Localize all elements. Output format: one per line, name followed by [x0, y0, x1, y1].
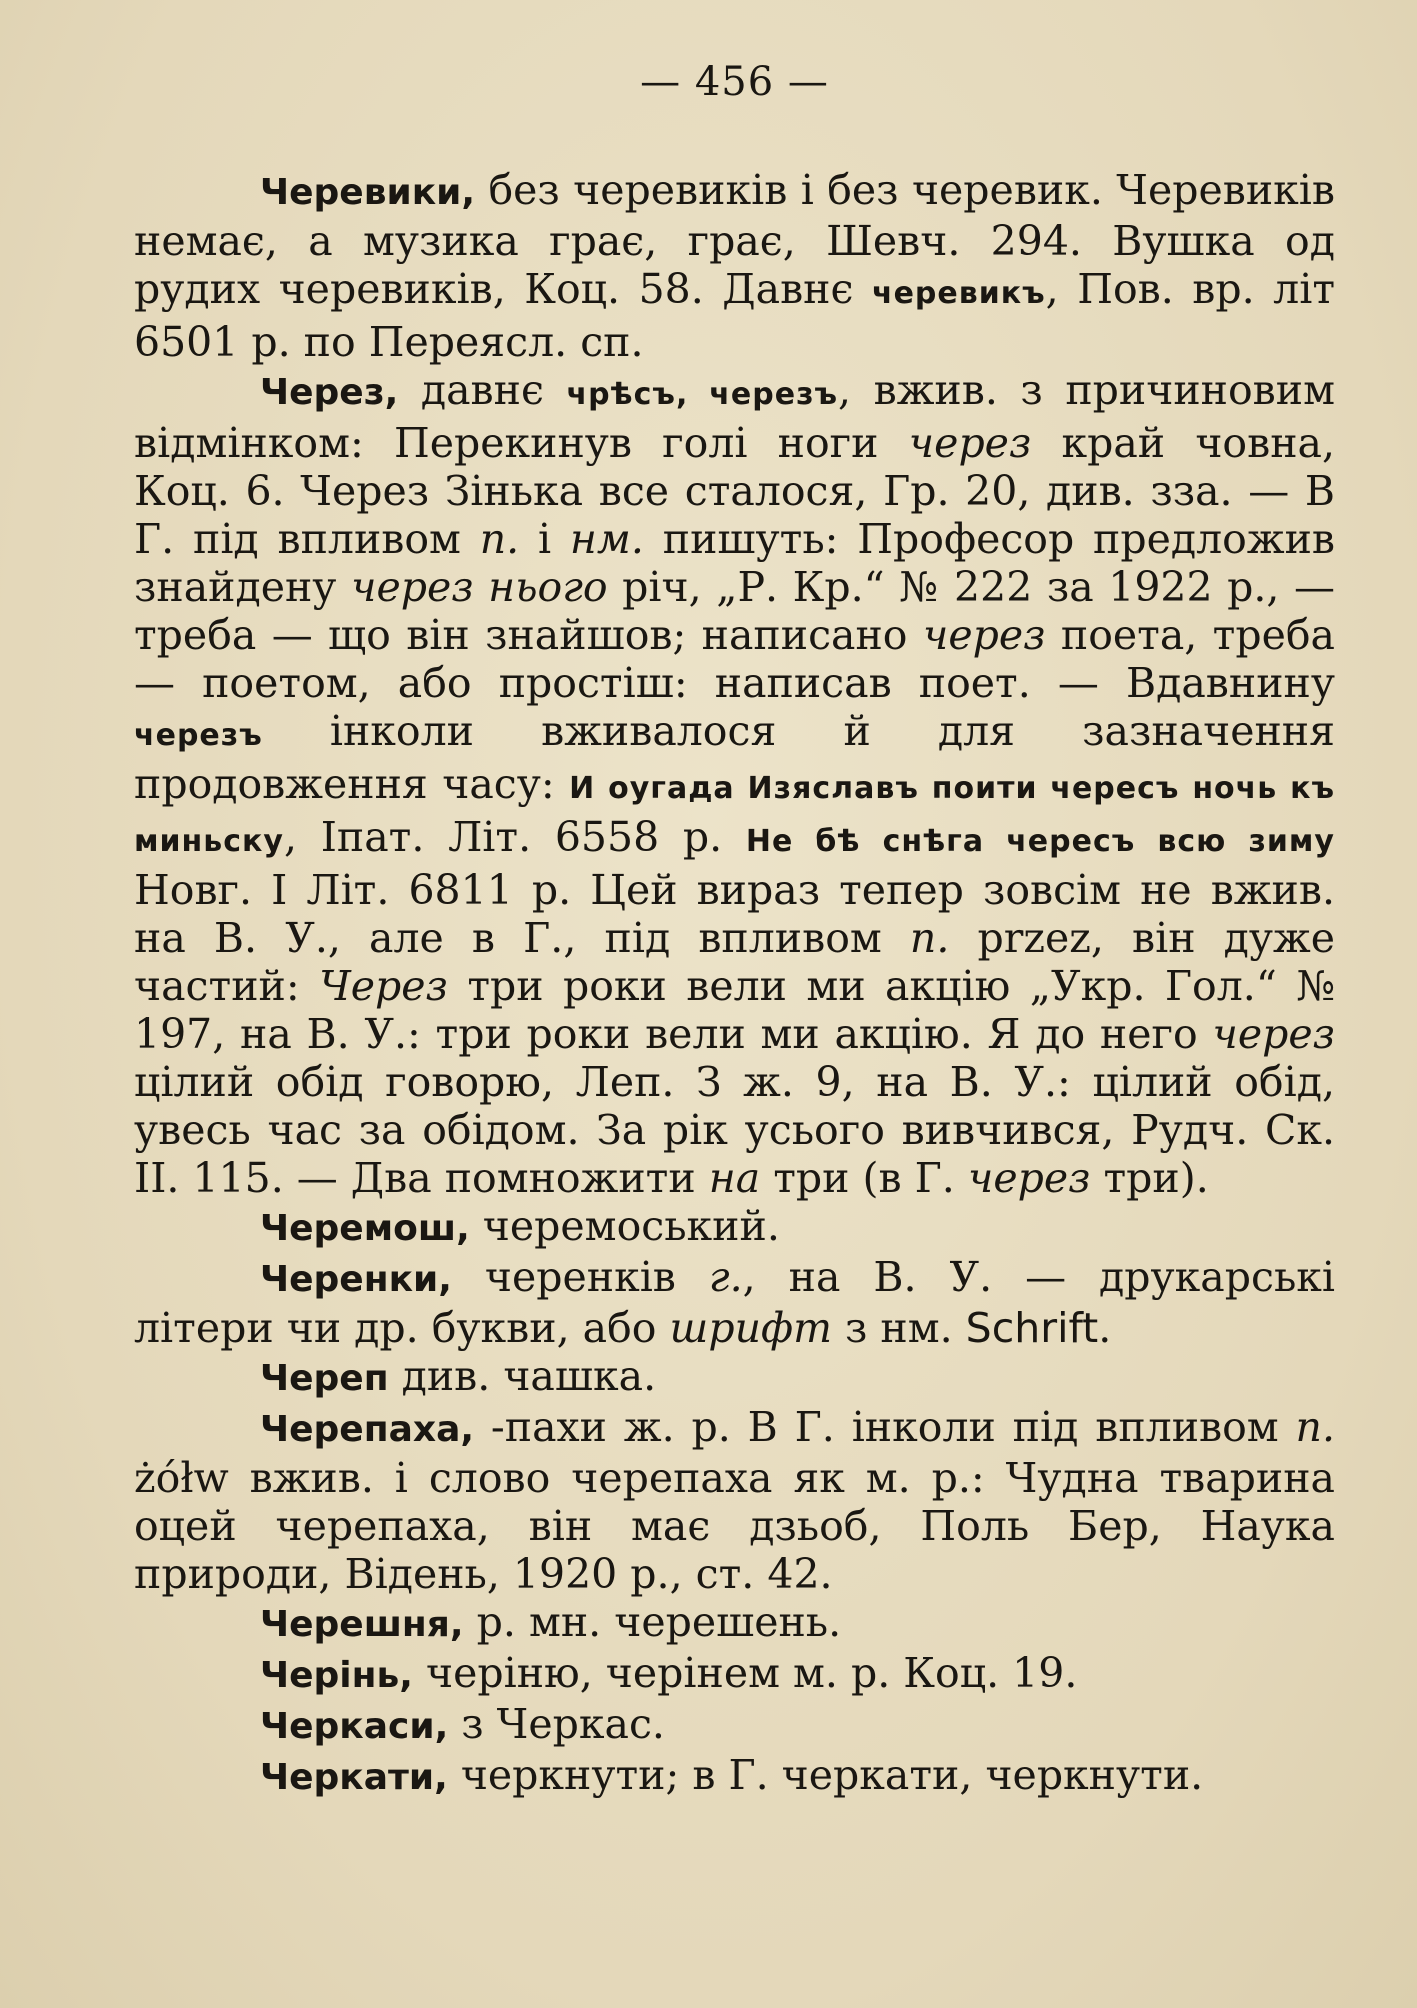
italic-term: п.: [909, 914, 950, 962]
old-slavonic-quote: черевикъ: [871, 276, 1046, 311]
italic-term: через: [908, 419, 1032, 467]
entry-headword: Через,: [260, 372, 399, 413]
entry-text: черкнути; в Г. черкати, черкнути.: [447, 1751, 1204, 1799]
entry-headword: Черешня,: [260, 1604, 464, 1645]
dictionary-entry: [134, 1700, 1335, 1751]
entry-text: див. чашка.: [388, 1352, 657, 1400]
entry-text: пишуть: Професор предложив знайдену: [134, 515, 1335, 611]
old-slavonic-quote: черезъ: [134, 718, 263, 753]
entry-headword: Черкаси,: [260, 1706, 449, 1747]
old-slavonic-quote: чрѣсъ, черезъ: [566, 377, 839, 412]
dictionary-entry: [134, 166, 1335, 366]
dictionary-entry: [134, 1403, 1335, 1598]
italic-term: через: [1212, 1010, 1335, 1058]
dictionary-entry: [134, 366, 1335, 1202]
italic-term: Через: [319, 962, 448, 1010]
entry-headword: Черевики,: [260, 172, 476, 213]
entry-text: цілий обід говорю, Леп. З ж. 9, на В. У.: цілий обід, увесь час за обідом. За рік усього вивчився, Рудч. Ск. II. 115. — Два помножити: [134, 1058, 1335, 1202]
entry-body: [464, 1598, 842, 1646]
entry-headword: Черенки,: [260, 1259, 452, 1300]
entry-text: край човна, Коц. 6. Через Зінька все сталося, Гр. 20, див. зза. — В Г. під впливом: [134, 419, 1335, 563]
italic-term: п.: [479, 515, 520, 563]
entry-headword: Черепаха,: [260, 1409, 475, 1450]
entry-text: інколи вживалося й для зазначення продовження часу:: [134, 707, 1335, 808]
dictionary-entry: [134, 1202, 1335, 1253]
dictionary-entry: [134, 1598, 1335, 1649]
entry-text: przez, він дуже частий:: [134, 914, 1336, 1010]
entry-text: три (в Г.: [760, 1154, 968, 1202]
old-slavonic-quote: Не бѣ снѣга чересъ всю зиму: [745, 824, 1335, 859]
entry-text: з нм.: [831, 1304, 966, 1352]
italic-term: через: [922, 611, 1046, 659]
entry-text: р. мн. черешень.: [463, 1598, 842, 1646]
italic-term: нм.: [569, 515, 644, 563]
italic-term: шрифт: [669, 1304, 832, 1352]
entry-text: черемоський.: [469, 1202, 780, 1250]
entry-body: [389, 1352, 657, 1400]
entry-body: [134, 366, 1335, 1202]
entry-text: черіню, черінем м. р. Коц. 19.: [412, 1649, 1078, 1697]
entry-text: , на В. У. — друкарські літери чи др. букви, або: [134, 1253, 1335, 1352]
page-number: — 456 —: [640, 59, 829, 105]
italic-term: п.: [1295, 1403, 1335, 1451]
entry-body: [448, 1751, 1203, 1799]
entry-text: żółw вжив. і слово черепаха як м. р.: Чудна тварина оцей черепаха, він має дзьоб, Поль Бер, Наука природи, Відень, 1920 р., ст. 42.: [134, 1454, 1335, 1598]
entry-text: .: [1098, 1304, 1112, 1352]
entry-headword: Череп: [260, 1358, 389, 1399]
entry-headword: Черінь,: [260, 1655, 413, 1696]
italic-term: на: [708, 1154, 761, 1202]
entry-text: три роки вели ми акцію „Укр. Гол.“ № 197, на В. У.: три роки вели ми акцію. Я до него: [134, 962, 1335, 1058]
entry-text: без черевиків і без черевик. Черевиків немає, а музика грає, грає, Шевч. 294. Вушка од рудих черевиків, Коц. 58. Давнє: [134, 166, 1335, 313]
entry-text: річ, „Р. Кр.“ № 222 за 1922 р., — треба — що він знайшов; написано: [134, 563, 1336, 659]
entry-text: поета, треба — поетом, або простіш: написав поет. — Вдавнину: [134, 611, 1335, 707]
old-slavonic-quote: И оугада Изяславъ поити чересъ ночь къ миньску: [134, 771, 1335, 859]
entry-text: , вжив. з причиновим відмінком: Перекинув голі ноги: [134, 366, 1335, 467]
entry-body: [413, 1649, 1077, 1697]
entry-text: три).: [1090, 1154, 1209, 1202]
italic-term: г.: [708, 1253, 743, 1301]
dictionary-entry: [134, 1253, 1335, 1352]
entry-text: давнє: [398, 366, 567, 414]
italic-term: через нього: [350, 563, 608, 611]
dictionary-entry: [134, 1352, 1335, 1403]
entry-text: , Пов. вр. літ 6501 р. по Переясл. сп.: [134, 265, 1335, 366]
entry-text: і: [519, 515, 570, 563]
entry-text: черенків: [451, 1253, 709, 1301]
entry-text: Новг. І Літ. 6811 р. Цей вираз тепер зовсім не вжив. на В. У., але в Г., під впливом: [134, 866, 1335, 962]
dictionary-entry: [134, 1751, 1335, 1802]
entry-body: [470, 1202, 780, 1250]
entry-body: [448, 1700, 665, 1748]
entry-headword: Черемош,: [260, 1208, 470, 1249]
entry-headword: Черкати,: [260, 1757, 448, 1798]
entry-text: з Черкас.: [448, 1700, 665, 1748]
italic-term: через: [967, 1154, 1091, 1202]
dictionary-entry: [134, 1649, 1335, 1700]
entry-text: -пахи ж. р. В Г. інколи під впливом: [474, 1403, 1296, 1451]
latin-term: Schrift: [965, 1304, 1099, 1352]
entry-text: , Іпат. Літ. 6558 р.: [283, 813, 746, 861]
dictionary-entries: [134, 166, 1335, 1802]
